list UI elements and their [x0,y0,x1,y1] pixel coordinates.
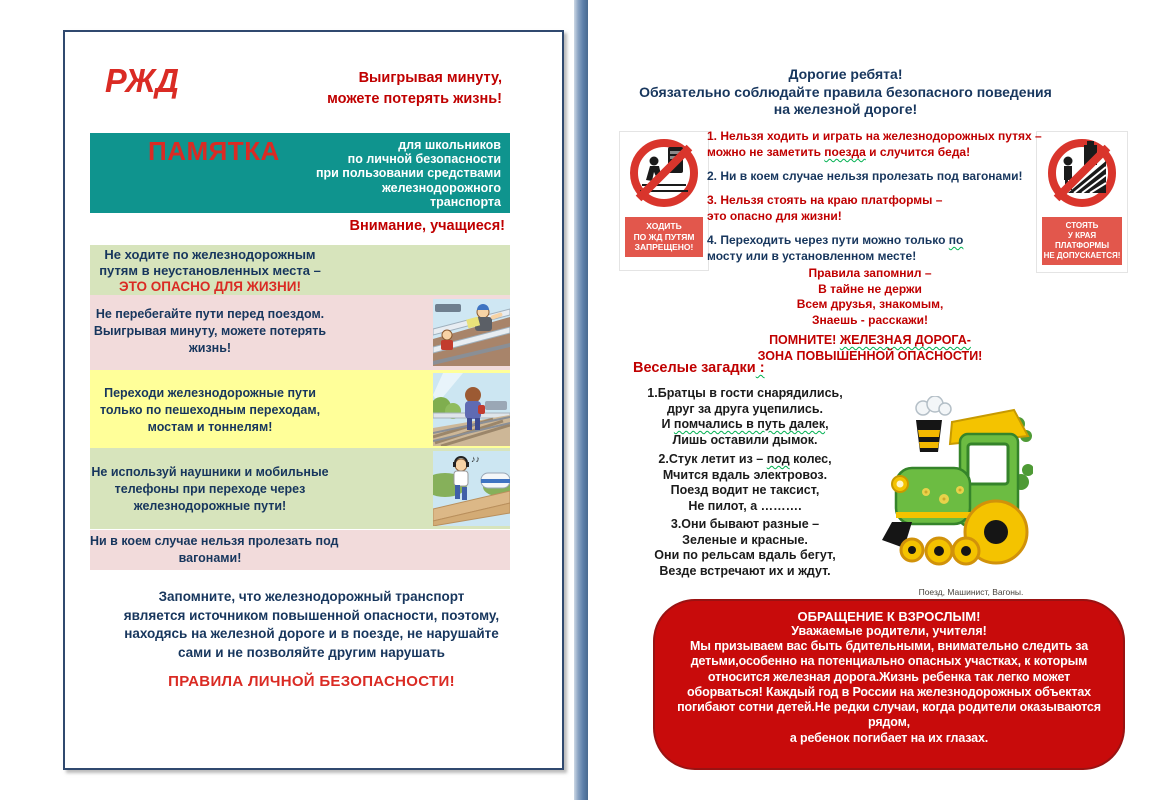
attention-line: Внимание, учащиеся! [349,218,505,234]
rule-line: это опасно для жизни! [707,209,842,223]
sign-label-line: СТОЯТЬ [1065,221,1099,230]
wavy-underlined-text: под [766,452,790,466]
appeal-subtitle: Уважаемые родители, учителя! [791,624,987,638]
rule-strip-green-1 [90,245,510,295]
text-span: , [825,417,829,431]
appeal-body-line: рядом, [868,715,910,730]
rule-1 [707,128,1047,160]
rule-highlight: ЭТО ОПАСНО ДЛЯ ЖИЗНИ! [119,279,301,294]
riddle-line: Они по рельсам вдаль бегут, [654,548,836,562]
appeal-body-line: погибают сотни детей.Не редки случаи, когда родители оказываются [677,700,1101,715]
remember-line: ЗОНА ПОВЫШЕННОЙ ОПАСНОСТИ! [757,349,983,363]
left-page [63,30,564,770]
rule-line [707,232,1047,248]
poem-line: Правила запомнил – [808,266,932,280]
headphones-crossing-image [433,451,510,526]
sign-label-line: ПЛАТФОРМЫ [1054,241,1110,250]
rzd-logo-icon [103,56,183,102]
rule-line: Переходи железнодорожные пути [104,386,316,400]
rule-line: мостам и тоннелям! [147,420,273,434]
footer-line: является источником повышенной опасности, поэтому, [123,607,500,623]
wavy-underlined-text: по [948,233,964,247]
riddle-line [620,452,870,468]
appeal-body [655,639,1123,746]
memo-subtitle-line: при пользовании средствами [315,166,501,181]
rule-line: 3. Нельзя стоять на краю платформы – [707,193,943,207]
rzd-logo-text: РЖД [105,62,179,99]
slogan-line: Выигрывая минуту, [358,70,502,86]
riddle-answers-caption: Поезд, Машинист, Вагоны. [918,587,1024,597]
rule-line: 1. Нельзя ходить и играть на железнодорожных путях – [707,129,1042,143]
appeal-body-line: Мы призываем вас быть бдительными, внимательно следить за [689,639,1089,653]
sign-label-line: ЗАПРЕЩЕНО! [634,242,694,252]
sign-label-line: ХОДИТЬ [646,221,682,231]
riddle-line: 3.Они бывают разные – [670,517,820,531]
rule-line: 2. Ни в коем случае нельзя пролезать под вагонами! [707,169,1023,183]
rule-line: только по пешеходным переходам, [99,403,321,417]
rule-strip-text [90,306,330,357]
appeal-body-line: относится железная дорога.Жизнь ребенка так легко может [707,669,1071,684]
rule-strip-text [90,533,339,567]
memo-subtitle-line: железнодорожного [381,180,501,195]
riddle-line: Везде встречают их и ждут. [659,563,831,578]
text-span: И [661,417,674,431]
memo-title: ПАМЯТКА [148,136,280,166]
rule-2 [707,168,1047,184]
rule-line [707,144,1047,160]
rule-line: путям в неустановленных места – [99,263,321,278]
rule-strip-green-2 [90,448,510,529]
no-standing-icon [1044,135,1120,211]
text-span: ПОМНИТЕ! [769,333,840,347]
appeal-body-line: а ребенок погибает на их глазах. [789,730,989,745]
sign-label [625,217,703,257]
header-line: Дорогие ребята! [788,66,903,82]
wavy-underlined-text: помчались в путь далек [673,417,826,431]
memo-banner [90,133,510,213]
text-span: колес, [789,452,832,466]
slogan-line: можете потерять жизнь! [327,91,502,107]
text-span: Веселые загадки [633,360,756,376]
riddle-line [620,417,870,433]
rule-line: телефоны при переходе через [114,482,306,496]
sign-label [1042,217,1122,265]
svg-text:♪♪: ♪♪ [471,454,480,464]
riddle-line: Не пилот, а ………. [688,498,802,513]
footer-highlight: ПРАВИЛА ЛИЧНОЙ БЕЗОПАСНОСТИ! [168,673,455,690]
rule-strip-text [90,247,330,295]
memo-subtitle-line: транспорта [430,194,501,209]
poem-line: В тайне не держи [818,281,922,296]
rule-4 [707,232,1047,264]
wavy-underlined-text: ЖЕЛЕЗНАЯ ДОРОГА- [839,333,971,347]
memo-subtitle-line: для школьников [398,138,501,152]
header-line: на железной дороге! [773,101,918,117]
footer-line: сами и не позволяйте другим нарушать [178,644,445,660]
appeal-to-adults-box [653,599,1125,770]
text-span: 2.Стук летит из – [658,452,767,466]
rule-strip-text [90,385,330,436]
crossing-tracks-image [433,373,510,446]
rule-3 [707,192,1047,224]
remember-line [685,332,1055,348]
riddle-line: Мчится вдаль электровоз. [662,467,828,482]
wavy-underlined-text: поезда [824,145,866,159]
text-span: 4. Переходить через пути можно только [707,233,949,247]
rule-line: Не перебегайте пути перед поездом. [95,307,325,321]
wavy-underlined-text: : [755,360,765,376]
climbing-fence-image [433,299,510,366]
rule-line: вагонами! [178,551,242,565]
riddle-line: Зеленые и красные. [682,532,808,547]
riddle-line: 1.Братцы в гости снарядились, [647,386,843,400]
riddle-line: друг за друга уцепились. [666,401,824,416]
rule-line: железнодорожные пути! [133,499,287,513]
riddle-3 [620,517,870,579]
rule-line: Не ходите по железнодорожным [104,247,316,262]
poem-line: Всем друзья, знакомым, [796,297,944,311]
right-page [595,0,1150,800]
cartoon-train-illustration [878,396,1033,568]
slogan [327,68,502,110]
text-span: и случится беда! [865,145,971,159]
header-line: Обязательно соблюдайте правила безопасного поведения [639,83,1052,100]
rule-strip-text [90,464,330,515]
rules-poem [715,266,1025,328]
sign-label-line: У КРАЯ [1067,231,1097,240]
rule-strip-pink-1 [90,295,510,370]
riddle-2 [620,452,870,514]
memo-subtitle-line: по личной безопасности [347,152,501,167]
footer-line: Запомните, что железнодорожный транспорт [158,589,465,604]
rule-line: жизнь! [188,341,232,355]
left-page-footer [83,588,540,692]
appeal-title: ОБРАЩЕНИЕ К ВЗРОСЛЫМ! [797,609,981,624]
riddle-line: Лишь оставили дымок. [672,432,818,447]
appeal-body-line: оборваться! Каждый год в России на железнодорожных объектах [687,684,1091,699]
safety-rules-list [707,128,1047,272]
appeal-body-line: детьми,особенно на потенциально опасных участках, к которым [690,654,1088,669]
rule-line: Выигрывая минуту, можете потерять [93,324,327,338]
rule-line: Не используй наушники и мобильные [91,465,329,479]
sign-label-line: НЕ ДОПУСКАЕТСЯ! [1043,251,1121,260]
no-walking-on-tracks-sign [619,131,709,271]
rule-line: мосту или в установленном месте! [707,249,917,263]
sign-label-line: ПО ЖД ПУТЯМ [633,231,695,242]
right-page-header [613,66,1078,119]
no-walking-icon [626,135,702,211]
page-divider-bar [574,0,588,800]
rule-strip-pink-2 [90,530,510,570]
no-standing-platform-edge-sign [1036,131,1128,273]
riddles-title [633,360,765,376]
rule-strip-yellow [90,370,510,448]
memo-subtitle [316,138,501,209]
poem-line: Знаешь - расскажи! [811,312,929,327]
rule-line: Ни в коем случае нельзя пролезать под [90,534,339,548]
riddle-line: Поезд водит не таксист, [670,483,820,497]
riddle-1 [620,386,870,448]
footer-line: находясь на железной дороге и в поезде, не нарушайте [124,626,499,641]
text-span: можно не заметить [707,145,825,159]
